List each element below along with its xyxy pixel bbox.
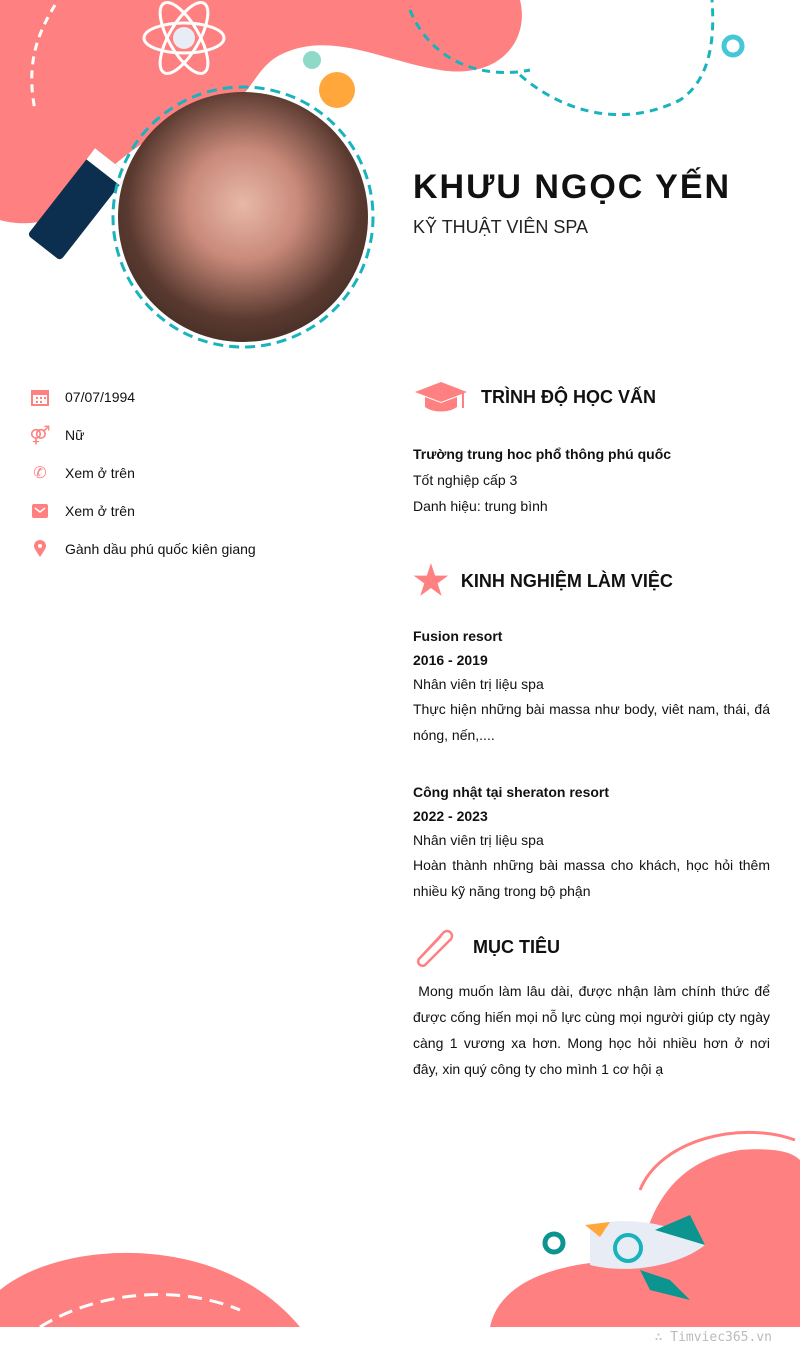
watermark: ∴ Timviec365.vn: [654, 1330, 772, 1345]
heading-text: KINH NGHIỆM LÀM VIỆC: [460, 570, 673, 591]
contact-address: [30, 539, 256, 559]
gender-icon: ⚤: [29, 424, 51, 445]
period: 2016 - 2019: [413, 652, 488, 668]
lightbulb-icon: [303, 51, 355, 108]
role: Nhân viên trị liệu spa: [413, 676, 544, 692]
objective-text: Mong muốn làm lâu dài, được nhận làm chính thức để được cống hiến mọi nỗ lực cùng mọi người giúp cty ngày càng 1 vương xa hơn. Mong học hỏi nhiều hơn ở nơi đây, xin quý công ty cho mình 1 cơ hội ạ: [413, 983, 774, 1077]
location-icon: [30, 539, 50, 559]
contact-text: Gành dầu phú quốc kiên giang: [65, 541, 256, 557]
profile-photo: [118, 92, 368, 342]
education-heading: [413, 380, 656, 414]
description: Hoàn thành những bài massa cho khách, học hỏi thêm nhiều kỹ năng trong bộ phận: [413, 857, 770, 899]
education-block: [413, 441, 770, 519]
candidate-name: KHƯU NGỌC YẾN: [413, 168, 732, 206]
contact-text: Nữ: [65, 427, 85, 443]
experience-item: [413, 624, 770, 748]
role: Nhân viên trị liệu spa: [413, 832, 544, 848]
email-icon: [30, 501, 50, 521]
graduation-cap-icon: [413, 380, 469, 414]
contact-gender: [30, 425, 84, 445]
heading-text: TRÌNH ĐỘ HỌC VẤN: [481, 386, 656, 407]
experience-heading: [413, 559, 673, 603]
contact-text: 07/07/1994: [65, 389, 136, 405]
description: Thực hiện những bài massa như body, viêt nam, thái, đá nóng, nến,....: [413, 701, 770, 743]
company: Fusion resort: [413, 628, 503, 644]
paperclip-icon: [413, 926, 457, 968]
circle-icon: [724, 37, 742, 55]
job-title: KỸ THUẬT VIÊN SPA: [413, 217, 589, 237]
experience-item: [413, 780, 770, 904]
contact-phone: [30, 463, 135, 483]
contact-birthday: [30, 387, 135, 407]
rank: Danh hiệu: trung bình: [413, 498, 548, 514]
heading-text: MỤC TIÊU: [473, 936, 560, 957]
calendar-icon: [30, 387, 50, 407]
contact-text: Xem ở trên: [65, 465, 135, 481]
school-name: Trường trung hoc phổ thông phú quốc: [413, 446, 672, 462]
contact-email: [30, 501, 135, 521]
star-icon: ★: [413, 559, 449, 603]
contact-text: Xem ở trên: [65, 503, 135, 519]
company: Công nhật tại sheraton resort: [413, 784, 610, 800]
objective-heading: [413, 926, 560, 968]
phone-icon: ✆: [33, 465, 47, 482]
degree: Tốt nghiệp cấp 3: [413, 472, 518, 488]
period: 2022 - 2023: [413, 808, 488, 824]
